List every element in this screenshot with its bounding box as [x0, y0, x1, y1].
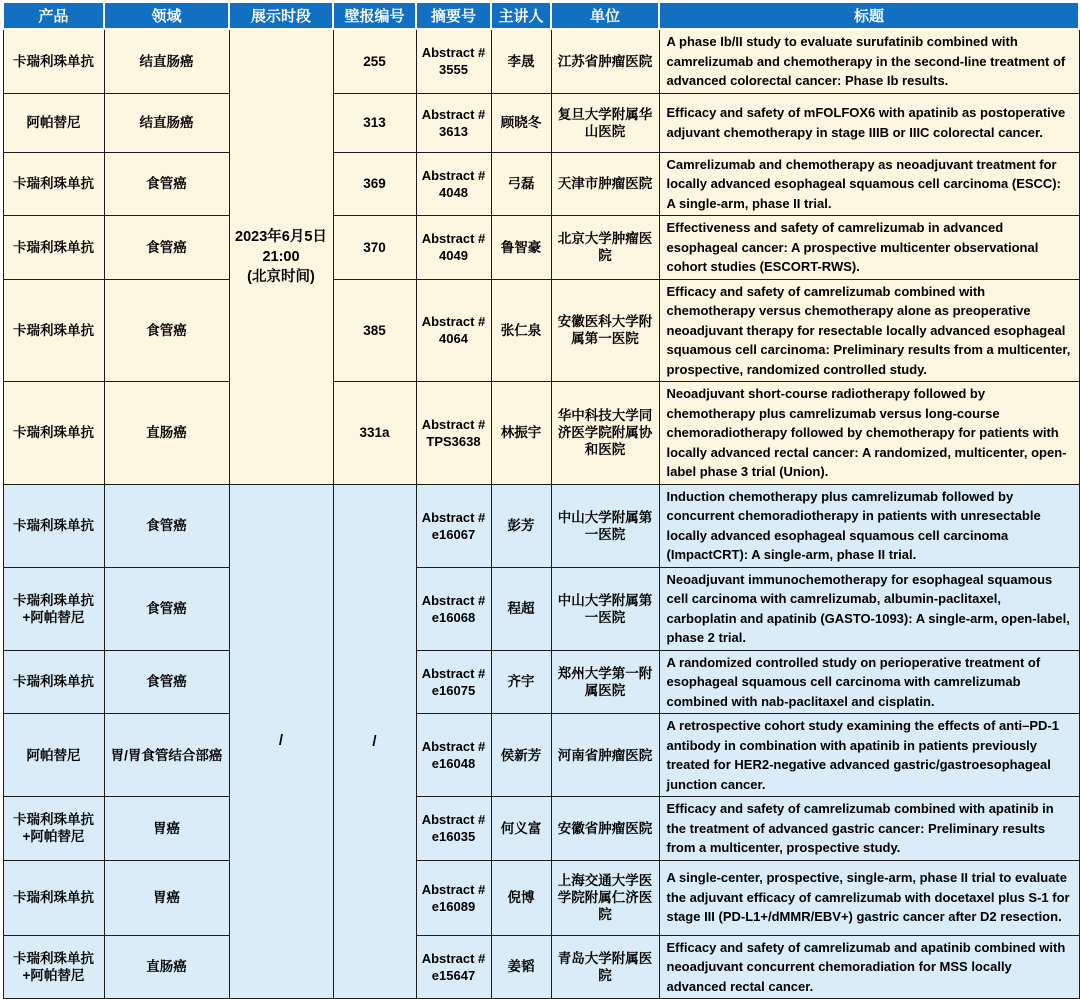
title-cell: Induction chemotherapy plus camrelizumab followed by concurrent chemoradiotherapy in patients with unresectable locally advanced esophageal squamous cell carcinoma (ImpactCRT): A single-arm, phase II trial.	[659, 484, 1079, 567]
field-cell: 食管癌	[104, 650, 229, 714]
speaker-cell: 张仁泉	[491, 279, 551, 382]
column-header-5: 主讲人	[491, 2, 551, 29]
institution-cell: 青岛大学附属医院	[551, 935, 659, 999]
abstract-no-cell	[416, 650, 491, 714]
column-header-1: 领域	[104, 2, 229, 29]
table-row	[3, 29, 1079, 93]
poster-no-cell: 385	[333, 279, 416, 382]
display-period-cell	[229, 29, 333, 484]
abstract-prefix: Abstract #	[421, 231, 486, 247]
abstract-prefix: Abstract #	[421, 314, 486, 330]
title-cell: Efficacy and safety of camrelizumab combined with chemotherapy versus chemotherapy alone as preoperative neoadjuvant therapy for resectable locally advanced esophageal squamous cell carcinoma: Preliminary results from a multicenter, prospective, randomized controlled study.	[659, 279, 1079, 382]
table-row	[3, 484, 1079, 567]
display-period-line: 2023年6月5日	[235, 228, 327, 245]
speaker-cell: 弓磊	[491, 152, 551, 216]
field-cell: 食管癌	[104, 567, 229, 650]
table-row	[3, 860, 1079, 935]
field-cell: 结直肠癌	[104, 29, 229, 93]
product-cell: 卡瑞利珠单抗+阿帕替尼	[3, 797, 104, 861]
product-cell: 卡瑞利珠单抗	[3, 382, 104, 485]
field-cell: 直肠癌	[104, 382, 229, 485]
field-cell: 直肠癌	[104, 935, 229, 999]
abstract-number: e16075	[431, 682, 476, 698]
abstract-number: 4048	[439, 184, 468, 200]
abstract-no-cell	[416, 29, 491, 93]
display-period-cell	[229, 484, 333, 999]
column-header-7: 标题	[659, 2, 1079, 29]
field-cell: 食管癌	[104, 216, 229, 280]
abstract-number: TPS3638	[426, 433, 481, 449]
institution-cell: 中山大学附属第一医院	[551, 484, 659, 567]
display-period-line: 21:00	[262, 248, 300, 265]
product-cell: 卡瑞利珠单抗	[3, 29, 104, 93]
field-cell: 胃/胃食管结合部癌	[104, 714, 229, 797]
institution-cell: 天津市肿瘤医院	[551, 152, 659, 216]
title-cell: Efficacy and safety of mFOLFOX6 with apatinib as postoperative adjuvant chemotherapy in stage IIIB or IIIC colorectal cancer.	[659, 93, 1079, 152]
abstract-number: e16035	[431, 829, 476, 845]
table-row	[3, 650, 1079, 714]
speaker-cell: 倪博	[491, 860, 551, 935]
title-cell: Efficacy and safety of camrelizumab and apatinib combined with neoadjuvant concurrent chemoradiation for MSS locally advanced rectal cancer.	[659, 935, 1079, 999]
abstract-no-cell	[416, 279, 491, 382]
table-row	[3, 382, 1079, 485]
abstract-prefix: Abstract #	[421, 509, 486, 525]
abstract-number: e16067	[431, 526, 476, 542]
title-cell: A retrospective cohort study examining the effects of anti–PD-1 antibody in combination with apatinib in patients previously treated for HER2-negative advanced gastric/gastroesophageal junction cancer.	[659, 714, 1079, 797]
title-cell: A randomized controlled study on perioperative treatment of esophageal squamous cell carcinoma with camrelizumab combined with nab-paclitaxel and cisplatin.	[659, 650, 1079, 714]
abstract-prefix: Abstract #	[421, 950, 486, 966]
speaker-cell: 顾晓冬	[491, 93, 551, 152]
poster-no-cell: /	[333, 484, 416, 999]
title-cell: Neoadjuvant short-course radiotherapy followed by chemotherapy plus camrelizumab versus long-course chemoradiotherapy followed by chemotherapy for patients with locally advanced rectal cancer: A randomized, multicenter, open-label phase 3 trial (Union).	[659, 382, 1079, 485]
abstract-no-cell	[416, 797, 491, 861]
abstract-no-cell	[416, 93, 491, 152]
table-row	[3, 216, 1079, 280]
speaker-cell: 林振宇	[491, 382, 551, 485]
abstract-prefix: Abstract #	[421, 881, 486, 897]
abstract-number: e16089	[431, 898, 476, 914]
product-cell: 卡瑞利珠单抗	[3, 860, 104, 935]
institution-cell: 江苏省肿瘤医院	[551, 29, 659, 93]
abstract-prefix: Abstract #	[421, 812, 486, 828]
abstract-number: 3613	[439, 123, 468, 139]
poster-no-cell: 255	[333, 29, 416, 93]
institution-cell: 中山大学附属第一医院	[551, 567, 659, 650]
field-cell: 食管癌	[104, 152, 229, 216]
poster-no-cell: 370	[333, 216, 416, 280]
product-cell: 卡瑞利珠单抗	[3, 279, 104, 382]
abstract-no-cell	[416, 484, 491, 567]
speaker-cell: 程超	[491, 567, 551, 650]
speaker-cell: 李晟	[491, 29, 551, 93]
institution-cell: 上海交通大学医学院附属仁济医院	[551, 860, 659, 935]
poster-no-cell: 313	[333, 93, 416, 152]
table-row	[3, 935, 1079, 999]
abstract-prefix: Abstract #	[421, 592, 486, 608]
product-cell: 卡瑞利珠单抗+阿帕替尼	[3, 935, 104, 999]
speaker-cell: 齐宇	[491, 650, 551, 714]
abstract-prefix: Abstract #	[421, 416, 486, 432]
institution-cell: 北京大学肿瘤医院	[551, 216, 659, 280]
abstract-number: e16068	[431, 609, 476, 625]
table-row	[3, 567, 1079, 650]
abstract-no-cell	[416, 216, 491, 280]
field-cell: 结直肠癌	[104, 93, 229, 152]
institution-cell: 安徽省肿瘤医院	[551, 797, 659, 861]
institution-cell: 华中科技大学同济医学院附属协和医院	[551, 382, 659, 485]
title-cell: A single-center, prospective, single-arm, phase II trial to evaluate the adjuvant efficacy of camrelizumab with docetaxel plus S-1 for stage III (PD-L1+/dMMR/EBV+) gastric cancer after D2 resection.	[659, 860, 1079, 935]
product-cell: 阿帕替尼	[3, 93, 104, 152]
title-cell: Efficacy and safety of camrelizumab combined with apatinib in the treatment of advanced gastric cancer: Preliminary results from a multicenter, prospective study.	[659, 797, 1079, 861]
table-row	[3, 152, 1079, 216]
column-header-2: 展示时段	[229, 2, 333, 29]
table-row	[3, 714, 1079, 797]
product-cell: 卡瑞利珠单抗	[3, 484, 104, 567]
speaker-cell: 鲁智豪	[491, 216, 551, 280]
abstract-prefix: Abstract #	[421, 106, 486, 122]
abstract-no-cell	[416, 714, 491, 797]
abstract-number: 4064	[439, 331, 468, 347]
institution-cell: 复旦大学附属华山医院	[551, 93, 659, 152]
display-period-line: (北京时间)	[247, 268, 315, 285]
abstract-no-cell	[416, 860, 491, 935]
institution-cell: 郑州大学第一附属医院	[551, 650, 659, 714]
table-row	[3, 279, 1079, 382]
title-cell: Neoadjuvant immunochemotherapy for esophageal squamous cell carcinoma with camrelizumab, albumin-paclitaxel, carboplatin and apatinib (GASTO-1093): A single-arm, open-label, phase 2 trial.	[659, 567, 1079, 650]
product-cell: 卡瑞利珠单抗+阿帕替尼	[3, 567, 104, 650]
speaker-cell: 何义富	[491, 797, 551, 861]
abstract-prefix: Abstract #	[421, 167, 486, 183]
poster-no-cell: 331a	[333, 382, 416, 485]
column-header-6: 单位	[551, 2, 659, 29]
institution-cell: 河南省肿瘤医院	[551, 714, 659, 797]
abstract-number: e15647	[431, 967, 476, 983]
speaker-cell: 侯新芳	[491, 714, 551, 797]
title-cell: A phase Ib/II study to evaluate surufatinib combined with camrelizumab and chemotherapy in the second-line treatment of advanced colorectal cancer: Phase Ib results.	[659, 29, 1079, 93]
table-row	[3, 797, 1079, 861]
field-cell: 食管癌	[104, 279, 229, 382]
product-cell: 卡瑞利珠单抗	[3, 152, 104, 216]
abstract-prefix: Abstract #	[421, 739, 486, 754]
abstract-no-cell	[416, 567, 491, 650]
column-header-4: 摘要号	[416, 2, 491, 29]
abstract-no-cell	[416, 152, 491, 216]
poster-no-cell: 369	[333, 152, 416, 216]
abstract-no-cell	[416, 935, 491, 999]
speaker-cell: 彭芳	[491, 484, 551, 567]
speaker-cell: 姜韬	[491, 935, 551, 999]
product-cell: 卡瑞利珠单抗	[3, 650, 104, 714]
abstract-number: 4049	[439, 248, 468, 264]
title-cell: Camrelizumab and chemotherapy as neoadjuvant treatment for locally advanced esophageal squamous cell carcinoma (ESCC): A single-arm, phase II trial.	[659, 152, 1079, 216]
column-header-3: 壁报编号	[333, 2, 416, 29]
product-cell: 卡瑞利珠单抗	[3, 216, 104, 280]
institution-cell: 安徽医科大学附属第一医院	[551, 279, 659, 382]
abstract-prefix: Abstract #	[421, 665, 486, 681]
table-header-row	[3, 2, 1079, 29]
column-header-0: 产品	[3, 2, 104, 29]
field-cell: 胃癌	[104, 797, 229, 861]
abstract-no-cell	[416, 382, 491, 485]
title-cell: Effectiveness and safety of camrelizumab in advanced esophageal cancer: A prospective multicenter observational cohort studies (ESCORT-RWS).	[659, 216, 1079, 280]
field-cell: 食管癌	[104, 484, 229, 567]
abstract-prefix: Abstract #	[421, 45, 486, 61]
abstract-number: 3555	[439, 62, 468, 78]
table-row	[3, 93, 1079, 152]
display-period-line: /	[278, 732, 284, 750]
product-cell: 阿帕替尼	[3, 714, 104, 797]
abstract-number: e16048	[431, 756, 476, 771]
field-cell: 胃癌	[104, 860, 229, 935]
poster-schedule-table	[2, 1, 1080, 999]
